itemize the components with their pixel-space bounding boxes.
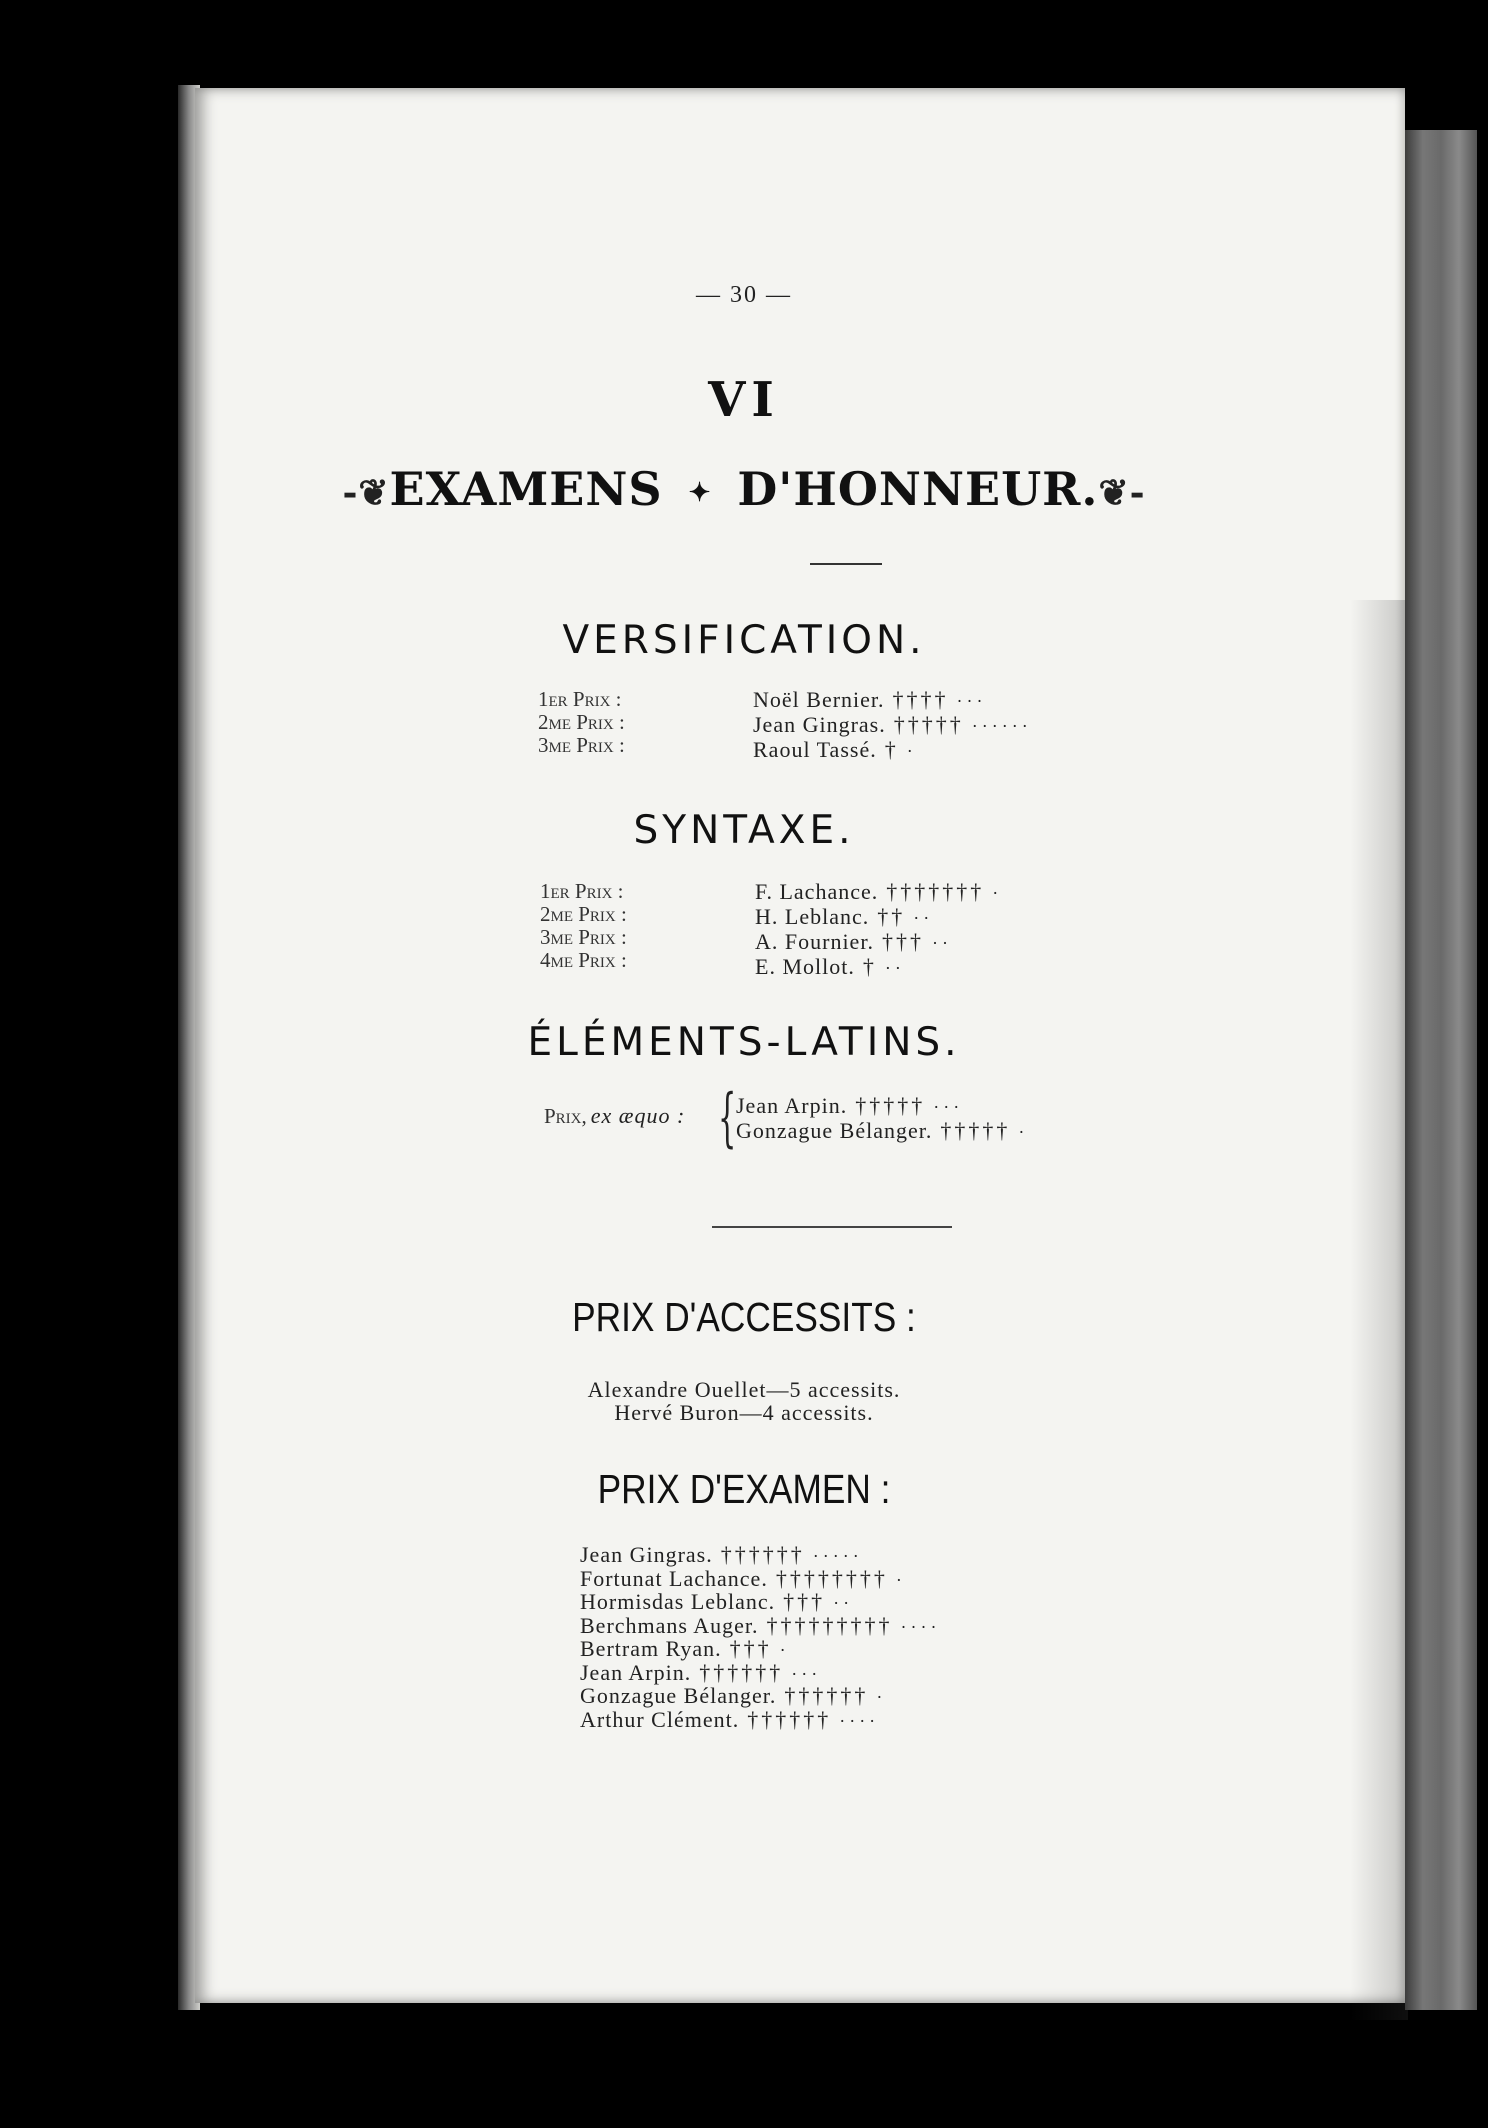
winner-name: Jean Gingras. [753, 712, 886, 737]
cross-marks: †††††††† [775, 1565, 888, 1591]
winner-name: Gonzague Bélanger. [736, 1118, 933, 1143]
title-word-examens: EXAMENS [389, 462, 663, 516]
winner-name: Raoul Tassé. [753, 737, 877, 762]
list-item [580, 1685, 941, 1709]
accessit-line: Alexandre Ouellet—5 accessits. [587, 1377, 901, 1402]
cross-marks: ††††† [855, 1093, 926, 1118]
elements-latins-heading: ÉLÉMENTS-LATINS. [527, 1020, 961, 1065]
prize-label: 1er Prix : [540, 879, 624, 903]
dot-marks: ··· [956, 691, 987, 711]
winner-row [753, 713, 1032, 738]
dot-marks: ···· [900, 1616, 941, 1637]
cross-marks: †††††† [747, 1706, 832, 1732]
cross-marks: ††††† [940, 1118, 1011, 1143]
winner-row [753, 688, 1032, 713]
cross-marks: † [884, 737, 899, 762]
prize-label: 2me Prix : [540, 902, 627, 926]
winner-row [736, 1094, 1028, 1119]
prize-label: 3me Prix : [540, 925, 627, 949]
dot-marks: ··· [791, 1663, 822, 1684]
dot-marks: ·· [833, 1593, 854, 1613]
prize-label: 3me Prix : [538, 733, 625, 757]
list-item [580, 1638, 941, 1662]
syntaxe-labels [540, 880, 627, 972]
list-item [580, 1706, 941, 1733]
dot-marks: · [779, 1640, 790, 1660]
left-ornament: -❦ [342, 472, 390, 514]
dot-marks: · [1018, 1122, 1029, 1142]
winner-name: A. Fournier. [755, 929, 874, 954]
elements-latins-names [736, 1094, 1028, 1144]
section-numeral: VI [708, 372, 780, 428]
cross-marks: † [862, 954, 877, 979]
title-word-honneur: D'HONNEUR. [737, 462, 1099, 516]
list-item [580, 1591, 941, 1615]
prize-label: 4me Prix : [540, 948, 627, 972]
dot-marks: ···· [839, 1710, 880, 1731]
versification-labels [538, 688, 625, 757]
page-number: — 30 — [696, 282, 792, 308]
brace-icon: { [718, 1081, 737, 1155]
syntaxe-heading: SYNTAXE. [633, 808, 855, 853]
accessit-line: Hervé Buron—4 accessits. [614, 1400, 874, 1425]
syntaxe-names [755, 880, 1002, 980]
cross-marks: ††††††††† [766, 1612, 893, 1638]
winner-name: H. Leblanc. [755, 904, 870, 929]
prize-label: 1er Prix : [538, 687, 622, 711]
cross-marks: ††† [783, 1589, 826, 1614]
winner-name: Gonzague Bélanger. [580, 1683, 777, 1708]
right-ornament: ❦- [1098, 472, 1146, 514]
title-divider [810, 563, 882, 565]
winner-name: F. Lachance. [755, 879, 879, 904]
dot-marks: ·· [913, 908, 934, 928]
page-title [0, 462, 1488, 516]
dot-marks: · [992, 883, 1003, 903]
winner-row [755, 955, 1002, 980]
list-item [580, 1544, 941, 1568]
prize-label: 2me Prix : [538, 710, 625, 734]
winner-name: Arthur Clément. [580, 1706, 740, 1732]
dot-marks: · [876, 1687, 887, 1707]
list-item [580, 1612, 941, 1639]
ex-aequo-label [544, 1104, 685, 1128]
winner-name: Hormisdas Leblanc. [580, 1589, 776, 1614]
cross-marks: ††† [729, 1636, 772, 1661]
dot-marks: · [906, 741, 917, 761]
winner-name: Fortunat Lachance. [580, 1565, 768, 1591]
examen-heading: PRIX D'EXAMEN : [597, 1466, 891, 1512]
winner-name: Jean Arpin. [736, 1093, 848, 1118]
winner-row [755, 930, 1002, 955]
cross-marks: ††††† [893, 712, 964, 737]
cross-marks: †††††† [699, 1659, 784, 1685]
dot-marks: ····· [812, 1546, 863, 1566]
winner-name: Jean Arpin. [580, 1659, 692, 1685]
winner-row [736, 1119, 1028, 1144]
cross-marks: †† [877, 904, 906, 929]
winner-row [753, 738, 1032, 763]
cross-marks: †††††† [784, 1683, 869, 1708]
title-separator: ✦ [688, 478, 712, 508]
dot-marks: ·· [884, 958, 905, 978]
cross-marks: ††††††† [886, 879, 985, 904]
winner-row [755, 905, 1002, 930]
winner-name: Jean Gingras. [580, 1542, 713, 1567]
list-item [580, 1659, 941, 1686]
versification-heading: VERSIFICATION. [562, 618, 926, 663]
list-item [580, 1565, 941, 1592]
dot-marks: ··· [933, 1097, 964, 1117]
winner-name: Bertram Ryan. [580, 1636, 722, 1661]
winner-name: Noël Bernier. [753, 687, 885, 712]
winner-name: Berchmans Auger. [580, 1612, 759, 1638]
dot-marks: ······ [971, 716, 1032, 736]
versification-names [753, 688, 1032, 763]
ex-aequo-text: ex æquo : [590, 1103, 686, 1128]
winner-name: E. Mollot. [755, 954, 855, 979]
examen-list [580, 1544, 941, 1732]
dot-marks: ·· [931, 933, 952, 953]
prize-label: Prix, [544, 1104, 587, 1128]
cross-marks: †††††† [720, 1542, 805, 1567]
dot-marks: · [895, 1569, 906, 1590]
accessits-heading: PRIX D'ACCESSITS : [572, 1294, 916, 1340]
section-divider [712, 1226, 952, 1228]
cross-marks: ††† [881, 929, 924, 954]
winner-row [755, 880, 1002, 905]
cross-marks: †††† [892, 687, 949, 712]
